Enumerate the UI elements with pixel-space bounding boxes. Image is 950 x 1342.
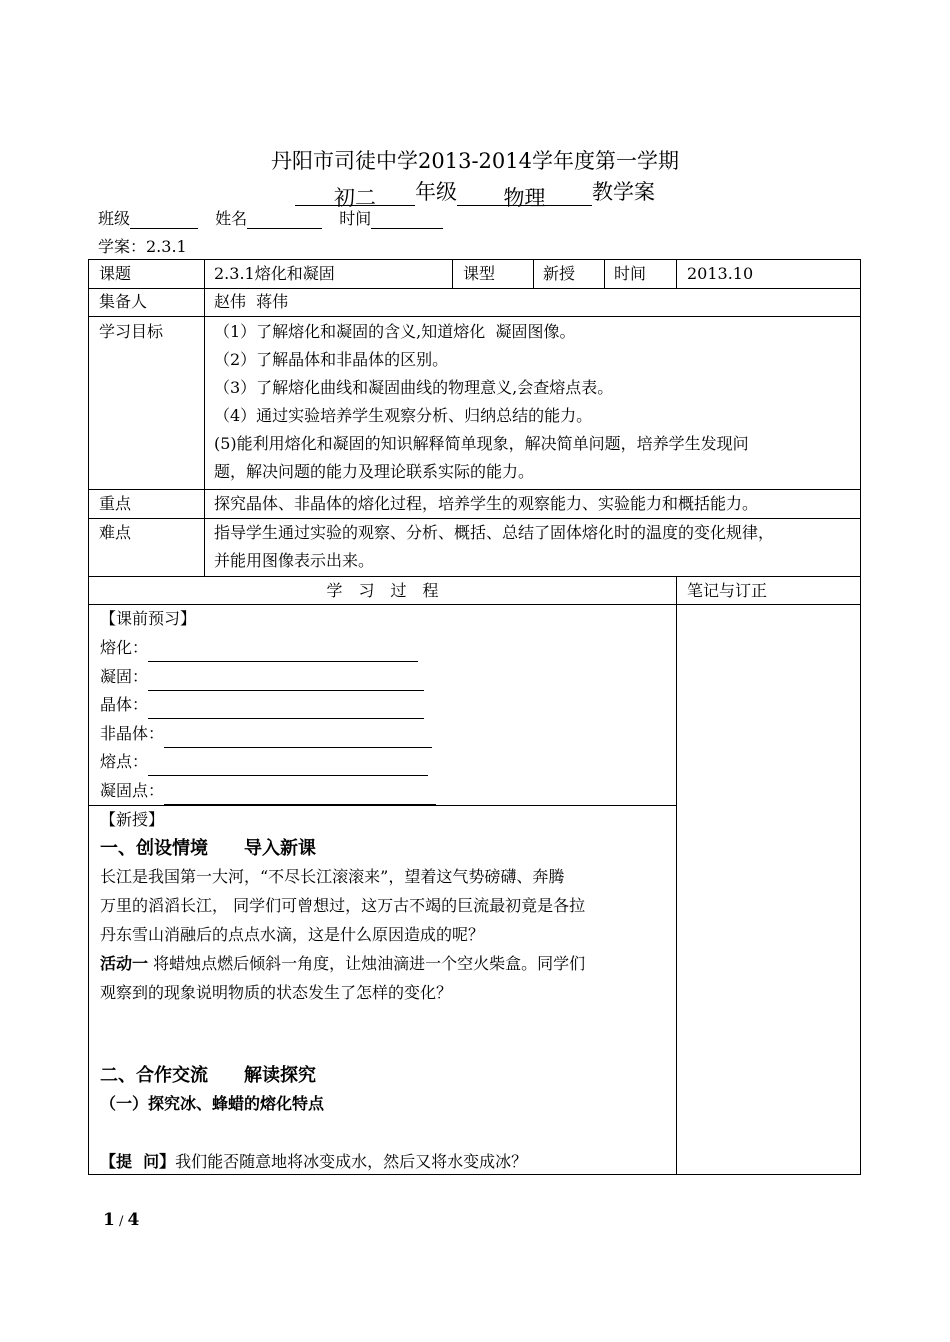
goals-label: 学习目标 — [99, 322, 164, 341]
preview-blank[interactable] — [148, 757, 428, 776]
preview-item-label: 熔点： — [100, 752, 149, 771]
page-total: 4 — [127, 1210, 140, 1230]
preview-item-label: 凝固点： — [100, 781, 165, 800]
difficulty-line: 并能用图像表示出来。 — [214, 551, 375, 570]
preview-item-label: 非晶体： — [100, 724, 165, 743]
preview-item-label: 熔化： — [100, 638, 149, 657]
goal-item: （2）了解晶体和非晶体的区别。 — [214, 350, 449, 369]
subject-field: 物理 — [457, 182, 592, 206]
table-border — [860, 259, 861, 1175]
goal-item: （4）通过实验培养学生观察分析、归纳总结的能力。 — [214, 406, 593, 425]
preview-item — [100, 720, 432, 748]
time-cell-value: 2013.10 — [687, 264, 754, 283]
preview-item — [100, 634, 418, 662]
prep-value: 赵伟 蒋伟 — [214, 292, 289, 311]
preview-blank[interactable] — [148, 672, 424, 691]
doc-type: 教学案 — [592, 180, 655, 204]
preview-title: 【课前预习】 — [100, 609, 197, 628]
section1-line: 丹东雪山消融后的点点水滴，这是什么原因造成的呢？ — [100, 925, 485, 944]
preview-item-label: 凝固： — [100, 667, 149, 686]
goal-item: （1）了解熔化和凝固的含义,知道熔化 凝固图像。 — [214, 322, 576, 341]
table-border — [676, 576, 677, 1175]
name-label: 姓名 — [215, 209, 248, 228]
notes-header: 笔记与订正 — [687, 581, 768, 600]
activity-label: 活动一 — [100, 954, 149, 973]
type-label: 课型 — [463, 264, 496, 283]
type-value: 新授 — [543, 264, 576, 283]
goals-list — [214, 318, 854, 486]
preview-item-label: 晶体： — [100, 695, 149, 714]
question-text: 我们能否随意地将冰变成水，然后又将水变成冰？ — [175, 1152, 528, 1171]
class-label: 班级 — [98, 209, 131, 228]
goal-item: （3）了解熔化曲线和凝固曲线的物理意义,会查熔点表。 — [214, 378, 614, 397]
goal-item: (5)能利用熔化和凝固的知识解释简单现象，解决简单问题，培养学生发现问 — [214, 434, 749, 453]
time-blank[interactable] — [371, 210, 443, 229]
question-line — [100, 1148, 527, 1176]
document-subtitle — [0, 176, 950, 210]
table-border — [452, 259, 453, 288]
document-title: 丹阳市司徒中学2013-2014学年度第一学期 — [271, 149, 679, 173]
preview-blank[interactable] — [148, 700, 424, 719]
table-border — [204, 259, 205, 576]
difficulty-line: 指导学生通过实验的观察、分析、概括、总结了固体熔化时的温度的变化规律， — [214, 523, 775, 542]
page-current: 1 — [103, 1210, 115, 1230]
difficulty-value — [214, 519, 774, 575]
preview-blank[interactable] — [164, 729, 432, 748]
prep-label: 集备人 — [99, 292, 148, 311]
table-border — [88, 259, 89, 1175]
time-label: 时间 — [339, 209, 372, 228]
activity-text-2: 观察到的现象说明物质的状态发生了怎样的变化？ — [100, 983, 453, 1002]
class-blank[interactable] — [130, 210, 198, 229]
section1-title: 一、创设情境 导入新课 — [100, 838, 316, 859]
preview-item — [100, 691, 424, 719]
section1-line: 长江是我国第一大河，“不尽长江滚滚来”，望着这气势磅礴、奔腾 — [100, 867, 565, 886]
page-separator: / — [114, 1214, 128, 1229]
page-number — [103, 1210, 139, 1230]
goal-item: 题，解决问题的能力及理论联系实际的能力。 — [214, 462, 535, 481]
table-border — [533, 259, 534, 288]
student-info-line — [98, 206, 443, 229]
table-border — [676, 259, 677, 288]
preview-item — [100, 777, 436, 805]
preview-blank[interactable] — [164, 786, 436, 805]
question-label: 【提 问】 — [100, 1152, 176, 1171]
grade-suffix: 年级 — [415, 180, 457, 204]
time-cell-label: 时间 — [614, 264, 647, 283]
key-value: 探究晶体、非晶体的熔化过程，培养学生的观察能力、实验能力和概括能力。 — [214, 494, 759, 513]
difficulty-label: 难点 — [99, 523, 132, 542]
new-lesson-title: 【新授】 — [100, 810, 165, 829]
activity-text: 将蜡烛点燃后倾斜一角度，让烛油滴进一个空火柴盒。同学们 — [148, 954, 586, 973]
section2-title: 二、合作交流 解读探究 — [100, 1065, 316, 1086]
table-border — [604, 259, 605, 288]
preview-blank[interactable] — [148, 643, 418, 662]
preview-item — [100, 748, 428, 776]
key-label: 重点 — [99, 494, 132, 513]
preview-item — [100, 663, 424, 691]
table-border — [88, 805, 676, 806]
subsection1-title: （一）探究冰、蜂蜡的熔化特点 — [100, 1094, 325, 1113]
section1-text — [100, 862, 670, 1007]
grade-field: 初二 — [295, 182, 415, 206]
topic-value: 2.3.1熔化和凝固 — [214, 264, 335, 283]
name-blank[interactable] — [247, 210, 322, 229]
topic-label: 课题 — [99, 264, 132, 283]
section1-line: 万里的滔滔长江， 同学们可曾想过，这万古不竭的巨流最初竟是各拉 — [100, 896, 586, 915]
plan-number: 学案：2.3.1 — [98, 237, 187, 256]
process-header: 学 习 过 程 — [326, 581, 439, 600]
